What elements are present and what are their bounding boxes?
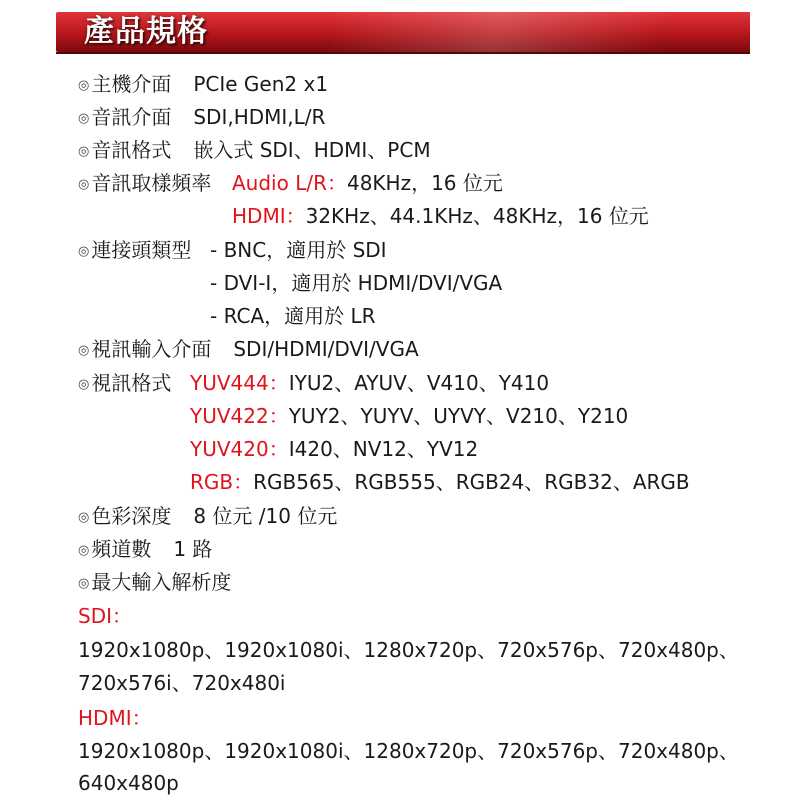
spec-label: 音訊格式 <box>91 138 172 162</box>
spec-label: 音訊介面 <box>91 105 172 129</box>
row-value: RGB565、RGB555、RGB24、RGB32、ARGB <box>253 470 690 494</box>
spec-channels <box>78 535 212 567</box>
row-value: I420、NV12、YV12 <box>288 437 479 461</box>
bullet-icon: ◎ <box>78 343 90 358</box>
video-format-row <box>190 402 628 430</box>
spec-value: 1 路 <box>173 537 213 561</box>
spec-max-resolution <box>78 568 231 600</box>
spec-value: SDI/HDMI/DVI/VGA <box>233 337 419 361</box>
spec-label: 主機介面 <box>91 72 172 96</box>
spec-connector <box>78 236 191 268</box>
connector-row: - BNC，適用於 SDI <box>210 238 387 262</box>
row-key: YUV422： <box>190 404 289 428</box>
spec-label: 音訊取樣頻率 <box>91 171 212 195</box>
spec-video-format <box>78 369 171 401</box>
bullet-icon: ◎ <box>78 576 90 591</box>
sdi-resolutions-line: 1920x1080p、1920x1080i、1280x720p、720x576p、720x480p、 <box>78 638 739 662</box>
spec-label: 視訊格式 <box>91 371 172 395</box>
spec-audio-interface <box>78 103 325 135</box>
bullet-icon: ◎ <box>78 377 90 392</box>
row-key: YUV444： <box>190 371 289 395</box>
spec-value: PCIe Gen2 x1 <box>193 72 329 96</box>
spec-label: 最大輸入解析度 <box>91 570 232 594</box>
video-format-row <box>190 468 690 496</box>
spec-audio-format <box>78 136 431 168</box>
spec-label: 色彩深度 <box>91 504 172 528</box>
bullet-icon: ◎ <box>78 244 90 259</box>
audio-sampling-row <box>232 169 503 197</box>
spec-audio-sampling <box>78 169 211 201</box>
banner-sheen <box>330 12 750 52</box>
row-value: IYU2、AYUV、V410、Y410 <box>288 371 550 395</box>
sdi-resolutions-line: 720x576i、720x480i <box>78 671 286 695</box>
spec-label: 頻道數 <box>91 537 152 561</box>
bullet-icon: ◎ <box>78 78 90 93</box>
hdmi-resolutions-line: 640x480p <box>78 771 179 795</box>
hdmi-heading: HDMI： <box>78 706 152 730</box>
spec-color-depth <box>78 502 337 534</box>
row-key: HDMI： <box>232 204 306 228</box>
spec-label: 視訊輸入介面 <box>91 337 212 361</box>
spec-video-input <box>78 335 419 367</box>
row-key: Audio L/R： <box>232 171 347 195</box>
hdmi-resolutions-line: 1920x1080p、1920x1080i、1280x720p、720x576p、720x480p、 <box>78 739 739 763</box>
sdi-heading: SDI： <box>78 604 132 628</box>
video-format-row <box>190 369 549 397</box>
bullet-icon: ◎ <box>78 177 90 192</box>
spec-value: 8 位元 /10 位元 <box>193 504 338 528</box>
row-value: 48KHz，16 位元 <box>346 171 503 195</box>
connector-row: - DVI-I，適用於 HDMI/DVI/VGA <box>210 271 503 295</box>
audio-sampling-row <box>232 202 649 230</box>
bullet-icon: ◎ <box>78 111 90 126</box>
row-key: YUV420： <box>190 437 289 461</box>
bullet-icon: ◎ <box>78 543 90 558</box>
section-banner <box>0 0 802 58</box>
spec-label: 連接頭類型 <box>91 238 192 262</box>
row-key: RGB： <box>190 470 254 494</box>
spec-value: SDI,HDMI,L/R <box>193 105 326 129</box>
bullet-icon: ◎ <box>78 510 90 525</box>
page-title: 產品規格 <box>84 14 208 49</box>
row-value: 32KHz、44.1KHz、48KHz，16 位元 <box>305 204 649 228</box>
bullet-icon: ◎ <box>78 144 90 159</box>
row-value: YUY2、YUYV、UYVY、V210、Y210 <box>288 404 629 428</box>
video-format-row <box>190 435 478 463</box>
connector-row: - RCA，適用於 LR <box>210 304 376 328</box>
spec-value: 嵌入式 SDI、HDMI、PCM <box>193 138 431 162</box>
spec-host-interface <box>78 70 328 102</box>
